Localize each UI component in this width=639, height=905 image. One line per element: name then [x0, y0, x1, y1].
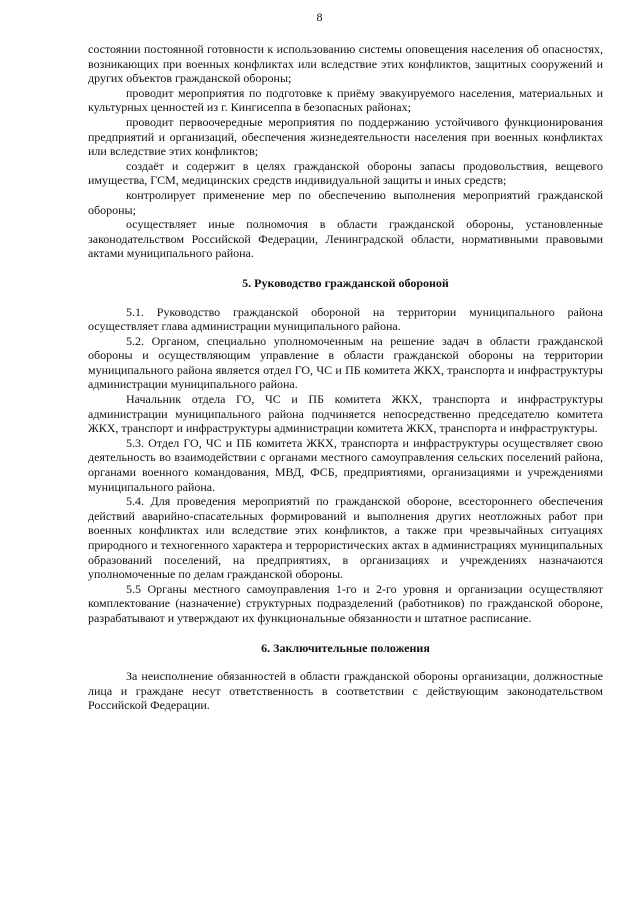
section-heading-5: 5. Руководство гражданской обороной [242, 275, 449, 290]
paragraph: 5.3. Отдел ГО, ЧС и ПБ комитета ЖКХ, транспорта и инфраструктуры осуществляет свою деятельность во взаимодействии с органами местного самоуправления сельских поселений района, органами военного командования, МВД, ФСБ, предприятиями, организациями и учреждениями муниципального района. [88, 435, 603, 494]
paragraph: 5.4. Для проведения мероприятий по гражданской обороне, всестороннего обеспечения действий аварийно-спасательных формирований и выполнения других неотложных работ при военных конфликтах или вследствие этих конфликтов, а также при чрезвычайных ситуациях природного и техногенного характера и террористических актах в администрациях муниципальных образований поселений, на предприятиях, в организациях и учреждениях назначаются уполномоченные по делам гражданской обороны. [88, 494, 603, 582]
page-number: 8 [316, 10, 323, 24]
paragraph: контролирует применение мер по обеспечению выполнения мероприятий гражданской обороны; [88, 187, 603, 217]
paragraph: осуществляет иные полномочия в области гражданской обороны, установленные законодательством Российской Федерации, Ленинградской области, нормативными правовыми актами муниципального района. [88, 217, 603, 261]
paragraph: Начальник отдела ГО, ЧС и ПБ комитета ЖКХ, транспорта и инфраструктуры администрации муниципального района подчиняется непосредственно председателю комитета ЖКХ, транспорт и инфраструктуры администрации комитета ЖКХ, транспорта и инфраструктуры. [88, 392, 603, 436]
paragraph-continuation: состоянии постоянной готовности к использованию системы оповещения населения об опасностях, возникающих при военных конфликтах или вследствие этих конфликтов, защитных сооружений и других объектов гражданской обороны; [88, 42, 603, 86]
paragraph: проводит первоочередные мероприятия по поддержанию устойчивого функционирования предприятий и организаций, обеспечения жизнедеятельности населения при военных конфликтах или вследствие этих конфликтов; [88, 114, 603, 159]
spacer [88, 655, 603, 669]
paragraph: 5.1. Руководство гражданской обороной на территории муниципального района осуществляет глава администрации муниципального района. [88, 304, 603, 334]
spacer [88, 291, 603, 305]
paragraph: проводит мероприятия по подготовке к приёму эвакуируемого населения, материальных и культурных ценностей из г. Кингисеппа в безопасных районах; [88, 85, 603, 115]
spacer [88, 626, 603, 641]
document-body [88, 42, 603, 713]
spacer [88, 261, 603, 276]
paragraph: 5.5 Органы местного самоуправления 1-го и 2-го уровня и организации осуществляют комплектование (назначение) структурных подразделений (работников) по гражданской обороне, разрабатывают и утверждают их функциональные обязанности и штатное расписание. [88, 581, 603, 625]
section-heading-6: 6. Заключительные положения [261, 640, 430, 655]
paragraph: За неисполнение обязанностей в области гражданской обороны организации, должностные лица и граждане несут ответственность в соответствии с действующим законодательством Российской Федерации. [88, 669, 603, 713]
paragraph: 5.2. Органом, специально уполномоченным на решение задач в области гражданской обороны и осуществляющим управление в области гражданской обороны на территории муниципального района является отдел ГО, ЧС и ПБ комитета ЖКХ, транспорта и инфраструктуры администрации муниципального района. [88, 333, 603, 392]
paragraph: создаёт и содержит в целях гражданской обороны запасы продовольствия, вещевого имущества, ГСМ, медицинских средств индивидуальной защиты и иных средств; [88, 158, 603, 188]
